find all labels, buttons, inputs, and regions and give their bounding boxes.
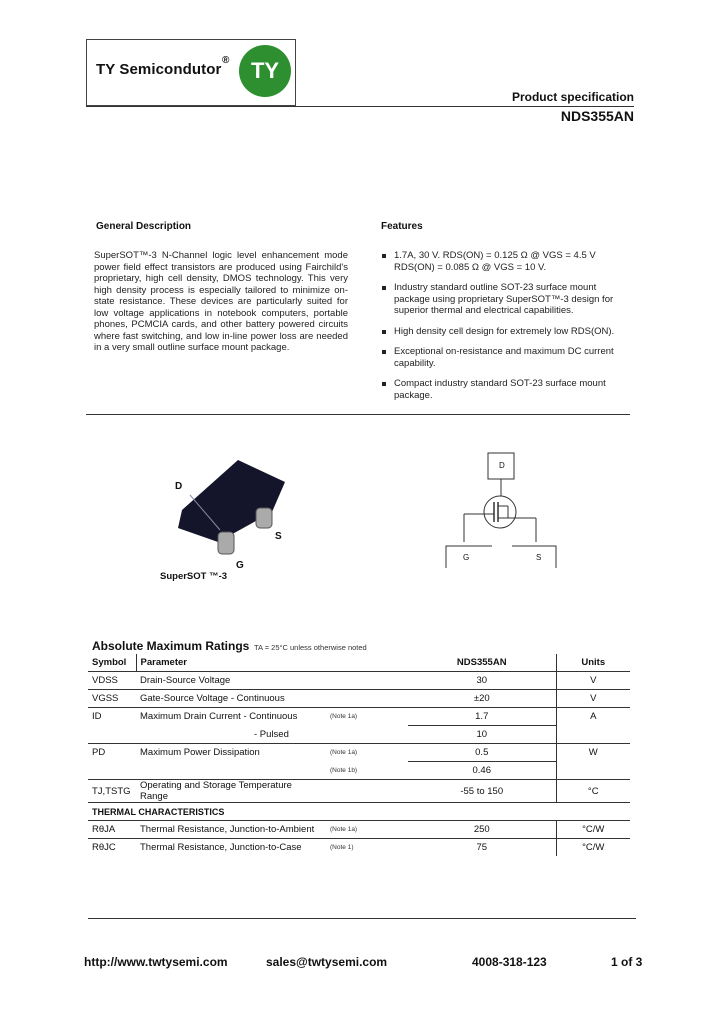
row-symbol [88, 726, 136, 744]
row-note [326, 726, 408, 744]
ratings-title: Absolute Maximum Ratings [92, 639, 250, 653]
header-parameter: Parameter [136, 654, 408, 672]
row-note: (Note 1a) [330, 713, 358, 721]
row-units: °C/W [556, 821, 630, 839]
row-note [326, 690, 408, 708]
row-note: (Note 1a) [330, 749, 358, 757]
section-divider [86, 414, 630, 415]
general-description-title: General Description [96, 221, 192, 232]
row-parameter: Thermal Resistance, Junction-to-Case [140, 842, 302, 853]
row-units: W [556, 744, 630, 762]
table-row [88, 839, 630, 857]
table-row [88, 726, 630, 744]
row-units: A [556, 708, 630, 726]
row-units: °C/W [556, 839, 630, 857]
pin-lead-g-icon [218, 532, 234, 554]
table-row [88, 780, 630, 803]
schematic-pin-g: G [463, 553, 470, 562]
row-value: -55 to 150 [460, 785, 504, 797]
mosfet-schematic [440, 450, 580, 570]
row-parameter: Drain-Source Voltage [140, 675, 231, 686]
package-pin-s: S [275, 531, 282, 542]
pin-box-s [512, 546, 556, 568]
features-list [381, 250, 633, 410]
row-symbol: VGSS [92, 693, 119, 704]
logo-initials: TY [250, 58, 280, 83]
header-divider [86, 106, 634, 107]
company-logo-icon [239, 45, 291, 97]
table-row [88, 744, 630, 762]
row-note [326, 780, 408, 803]
feature-item: High density cell design for extremely low RDS(ON). [381, 326, 633, 338]
row-symbol: VDSS [92, 675, 118, 686]
package-caption: SuperSOT ™-3 [160, 571, 228, 582]
package-pin-g: G [236, 560, 244, 571]
row-units: V [556, 672, 630, 690]
header-value: NDS355AN [456, 657, 507, 668]
row-units: V [556, 690, 630, 708]
row-symbol [88, 762, 136, 780]
feature-item: Exceptional on-resistance and maximum DC current capability. [381, 346, 633, 369]
row-value: 0.46 [472, 765, 491, 776]
header-symbol: Symbol [92, 657, 127, 668]
row-note: (Note 1a) [330, 826, 358, 833]
table-row [88, 672, 630, 690]
spec-label: Product specification [511, 90, 634, 104]
thermal-title-row [88, 803, 630, 821]
row-value: 250 [473, 824, 490, 835]
table-row [88, 708, 630, 726]
feature-item: Compact industry standard SOT-23 surface mount package. [381, 378, 633, 401]
row-note [326, 672, 408, 690]
row-units [556, 726, 630, 744]
ratings-table [88, 654, 630, 856]
part-number: NDS355AN [560, 108, 634, 124]
row-value: 0.5 [408, 744, 556, 762]
footer-website-link[interactable]: http://www.twtysemi.com [84, 955, 228, 969]
table-row [88, 762, 630, 780]
row-value: 75 [476, 842, 488, 853]
footer-divider [88, 918, 636, 919]
thermal-title: THERMAL CHARACTERISTICS [92, 806, 225, 817]
company-name: TY Semicondutor [96, 61, 222, 78]
footer-phone: 4008-318-123 [472, 955, 547, 969]
row-parameter: Maximum Power Dissipation [140, 747, 260, 759]
row-value: 1.7 [408, 708, 556, 726]
feature-item: Industry standard outline SOT-23 surface mount package using proprietary SuperSOT™-3 design for superior thermal and electrical capabilities. [381, 282, 633, 317]
mosfet-symbol-icon [484, 496, 516, 528]
package-pin-d: D [175, 481, 183, 492]
row-symbol: PD [92, 747, 106, 759]
footer-email-link[interactable]: sales@twtysemi.com [266, 955, 388, 969]
row-symbol: RθJC [92, 842, 116, 853]
row-symbol: ID [92, 711, 102, 723]
general-description-text: SuperSOT™-3 N-Channel logic level enhancement mode power field effect transistors are produced using Fairchild's proprietary, high cell density, DMOS technology. This very high density process is especially tailored to minimize on-state resistance. These devices are particularly suited for low voltage applications in notebook computers, portable phones, PCMCIA cards, and other battery powered circuits where fast switching, and low in-line power loss are needed in a very small outline surface mount package. [94, 250, 348, 353]
row-symbol: TJ,TSTG [92, 785, 131, 797]
row-value: 30 [476, 675, 488, 686]
package-body [178, 460, 285, 542]
row-parameter [136, 762, 326, 780]
footer-page-number: 1 of 3 [611, 955, 643, 969]
schematic-pin-d: D [499, 461, 505, 470]
table-row [88, 821, 630, 839]
ratings-condition: TA = 25°C unless otherwise noted [254, 643, 367, 652]
row-note: (Note 1b) [330, 766, 358, 774]
row-parameter: Operating and Storage Temperature Range [140, 780, 292, 802]
row-value: 10 [476, 729, 488, 740]
pin-lead-s-icon [256, 508, 272, 528]
row-symbol: RθJA [92, 824, 116, 835]
row-units: °C [556, 780, 630, 803]
schematic-pin-s: S [536, 553, 542, 562]
table-row [88, 690, 630, 708]
row-parameter: Gate-Source Voltage - Continuous [140, 693, 285, 704]
feature-item: 1.7A, 30 V. RDS(ON) = 0.125 Ω @ VGS = 4.5 V RDS(ON) = 0.085 Ω @ VGS = 10 V. [381, 250, 633, 273]
row-parameter: Thermal Resistance, Junction-to-Ambient [140, 824, 315, 835]
features-title: Features [381, 221, 423, 232]
package-drawing [160, 450, 310, 580]
registered-mark: ® [222, 55, 230, 66]
row-note: (Note 1) [330, 844, 354, 851]
table-header-row [88, 654, 630, 672]
row-units [556, 762, 630, 780]
row-parameter: Maximum Drain Current - Continuous [140, 711, 298, 723]
row-parameter: - Pulsed [254, 728, 289, 740]
row-value: ±20 [473, 693, 490, 704]
header-units: Units [556, 654, 630, 672]
